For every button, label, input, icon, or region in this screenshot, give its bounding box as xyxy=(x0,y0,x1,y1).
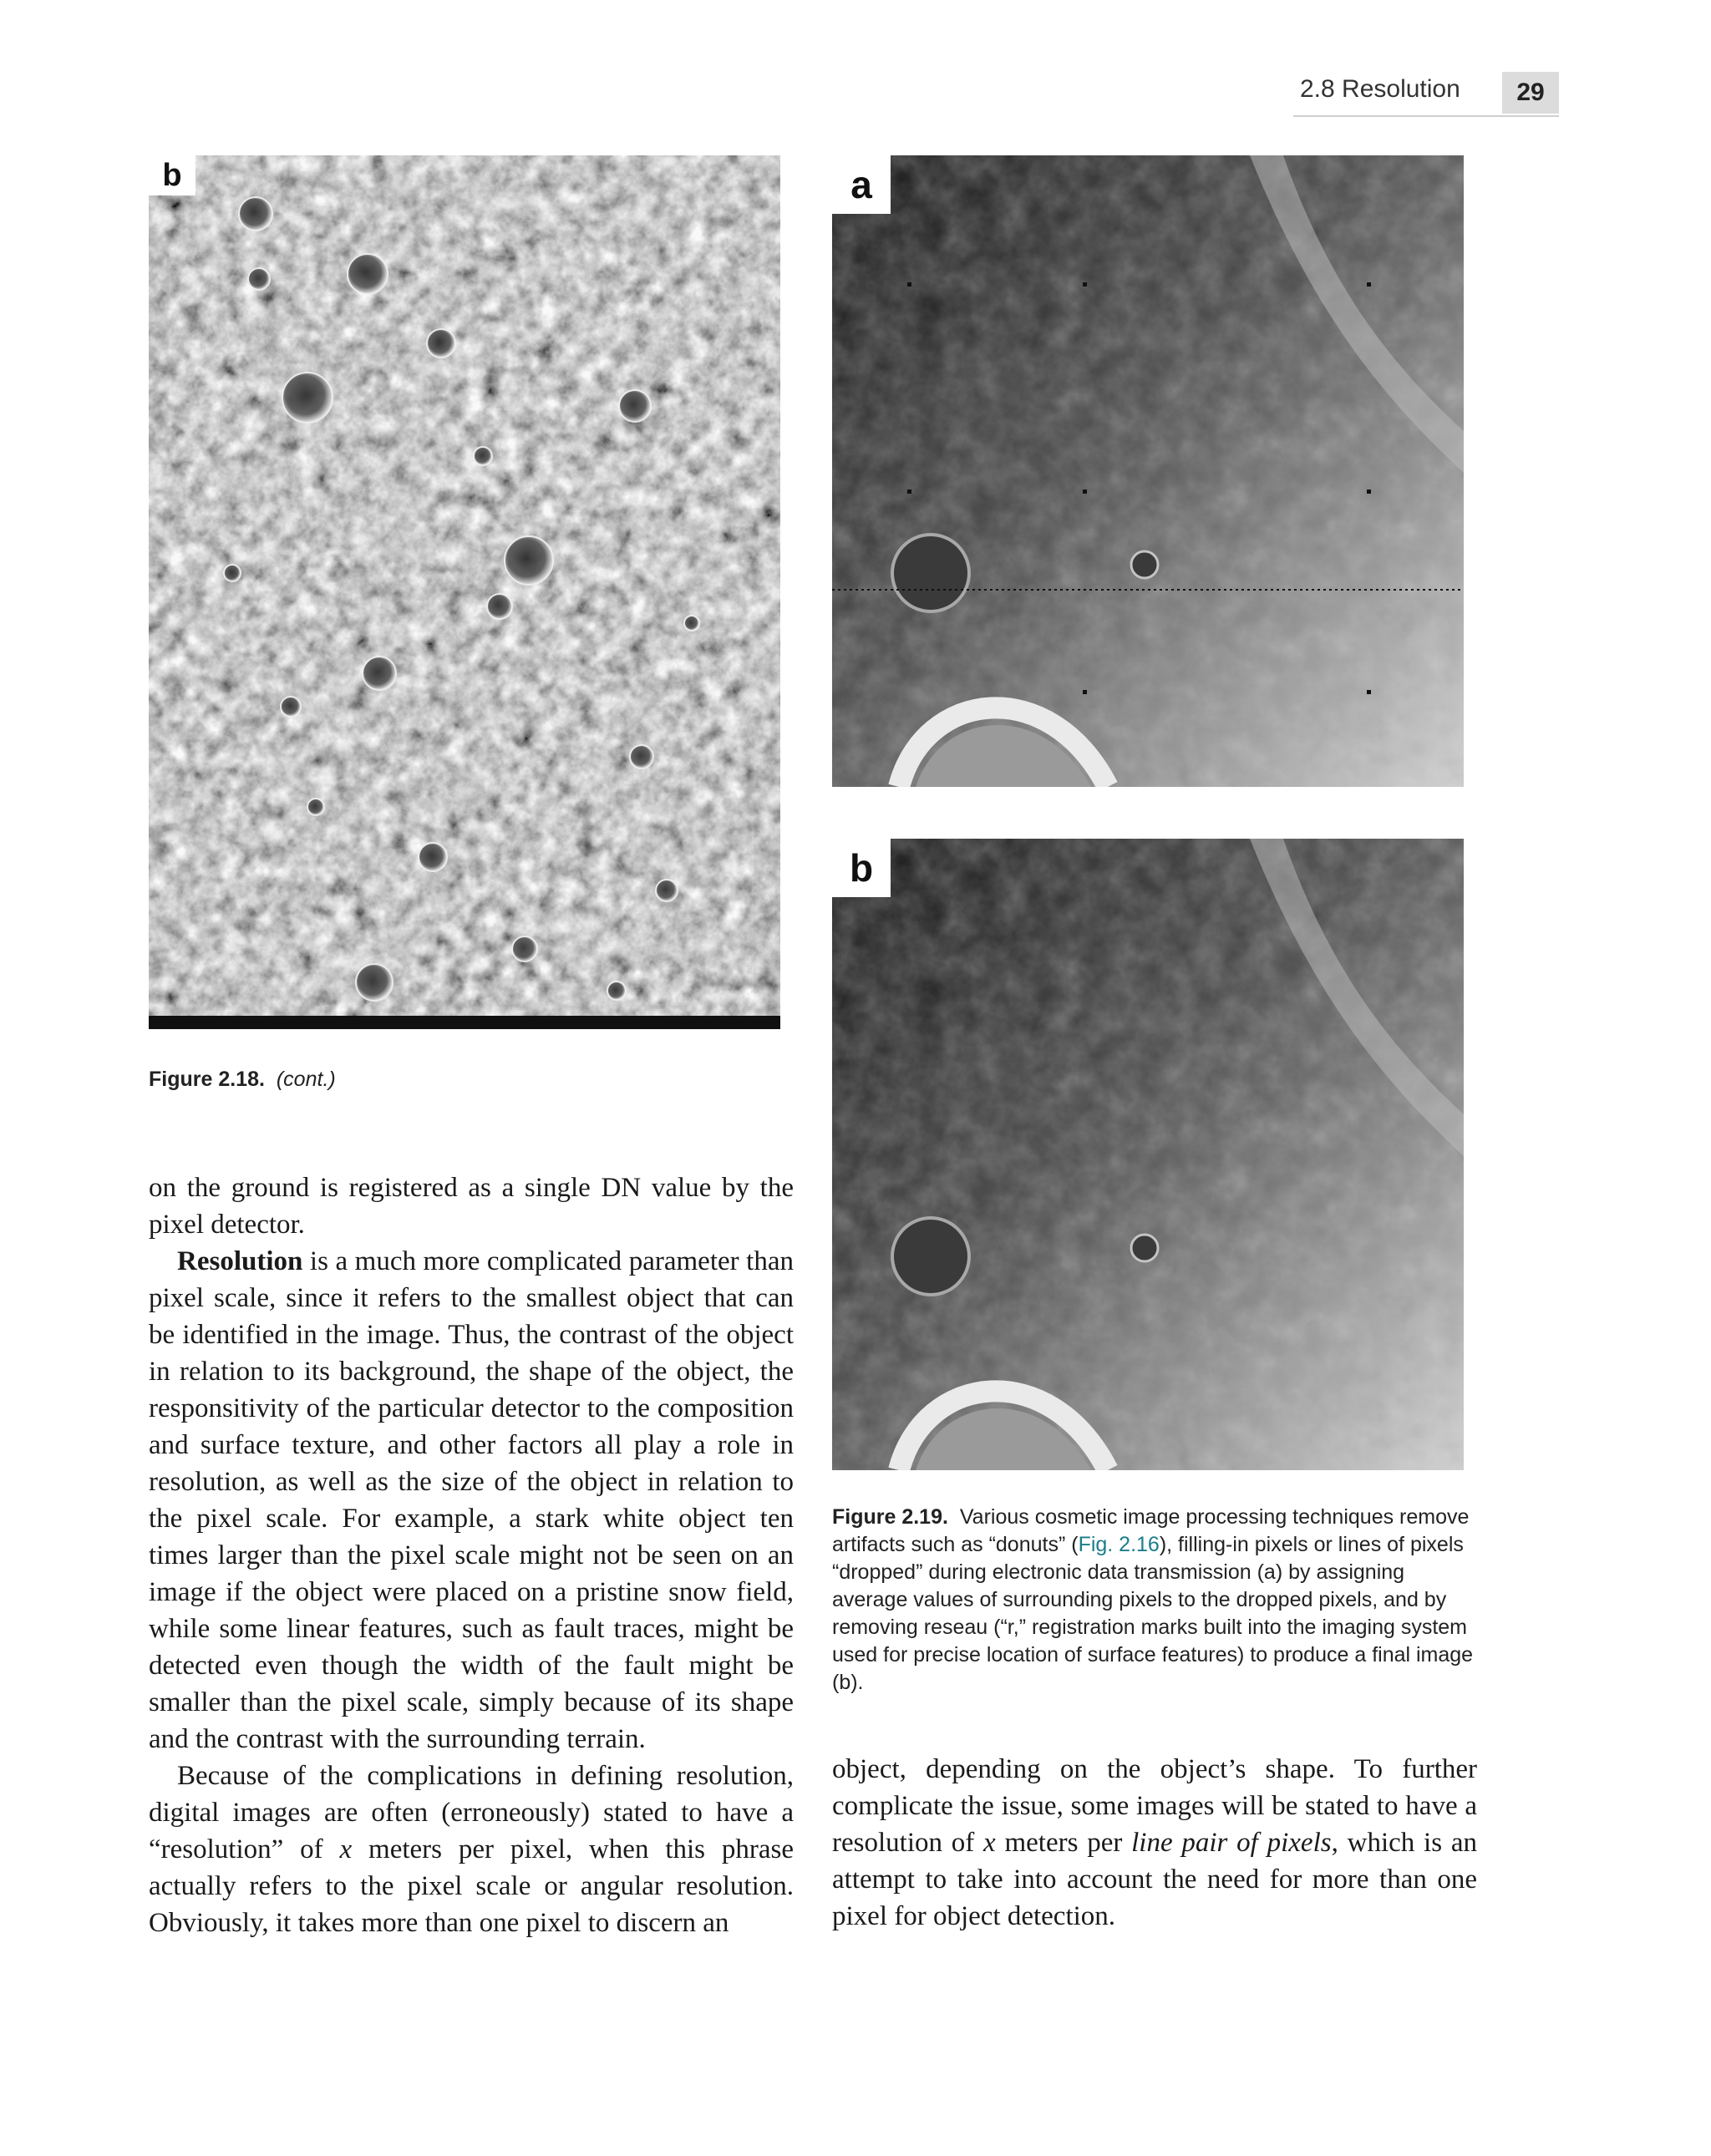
crater-mosaic-image xyxy=(149,155,780,1029)
italic-term: line pair of pixels xyxy=(1131,1828,1332,1858)
figure-2-18-panel-b-image xyxy=(149,155,780,1029)
panel-label-b: b xyxy=(149,155,195,195)
paragraph xyxy=(149,1243,794,1758)
paragraph xyxy=(832,1751,1477,1935)
figure-2-19-caption xyxy=(832,1504,1484,1697)
caption-label: Figure 2.18. xyxy=(149,1068,265,1091)
paragraph-text: meters per pixel, when this phrase actually refers to the pixel scale or angular resolution. Obviously, it takes more than one pixel to discern an xyxy=(149,1834,794,1938)
figure-2-18-caption xyxy=(149,1066,336,1093)
panel-label-a: a xyxy=(832,155,891,214)
body-text-left-column xyxy=(149,1169,794,1941)
paragraph-text: is a much more complicated parameter than pixel scale, since it refers to the smallest object that can be identified in the image. Thus, the contrast of the object in relation to its background, the shape of the object, the responsitivity of the particular detector to the composition and surface texture, and other factors all play a role in resolution, as well as the size of the object in relation to the pixel scale. For example, a stark white object ten times larger than the pixel scale might not be seen on an image if the object were placed on a pristine snow field, while some linear features, such as fault traces, might be detected even though the width of the fault might be smaller than the pixel scale, simply because of its shape and the contrast with the surrounding terrain. xyxy=(149,1246,794,1754)
paragraph-text: object, depending on the object’s shape. To further complicate the issue, some images will be stated to have a resolution of xyxy=(832,1754,1477,1858)
running-header xyxy=(1293,72,1559,117)
paragraph-text: Because of the complications in defining resolution, digital images are often (erroneously) stated to have a “resolution” of xyxy=(149,1761,794,1864)
caption-text: (cont.) xyxy=(276,1068,336,1091)
paragraph-text: , which is an attempt to take into account the need for more than one pixel for object detection. xyxy=(832,1828,1477,1931)
body-text-right-column xyxy=(832,1751,1477,1935)
term-resolution: Resolution xyxy=(177,1246,303,1276)
terrain-with-artifacts-image xyxy=(832,155,1464,787)
caption-text-2: ), filling-in pixels or lines of pixels “dropped” during electronic data transmission (a) by assigning average values of surrounding pixels to the dropped pixels, and by removing reseau (“r,” registration marks built into the imaging system used for precise location of surface features) to produce a final image (b). xyxy=(832,1533,1474,1694)
page-number: 29 xyxy=(1502,72,1559,114)
variable-x: x xyxy=(339,1834,353,1864)
figure-link[interactable]: Fig. 2.16 xyxy=(1078,1533,1160,1556)
paragraph xyxy=(149,1758,794,1941)
paragraph-text: meters per xyxy=(995,1828,1132,1858)
figure-2-19-panel-b-image xyxy=(832,839,1464,1470)
panel-label-b: b xyxy=(832,839,891,897)
caption-label: Figure 2.19. xyxy=(832,1505,948,1529)
terrain-cleaned-image xyxy=(832,839,1464,1470)
figure-2-19-panel-a-image xyxy=(832,155,1464,787)
variable-x: x xyxy=(983,1828,996,1858)
section-title: 2.8 Resolution xyxy=(1300,75,1460,103)
caption-text-1: Various cosmetic image processing techniques remove artifacts such as “donuts” ( xyxy=(832,1505,1470,1556)
paragraph: on the ground is registered as a single DN value by the pixel detector. xyxy=(149,1173,794,1240)
